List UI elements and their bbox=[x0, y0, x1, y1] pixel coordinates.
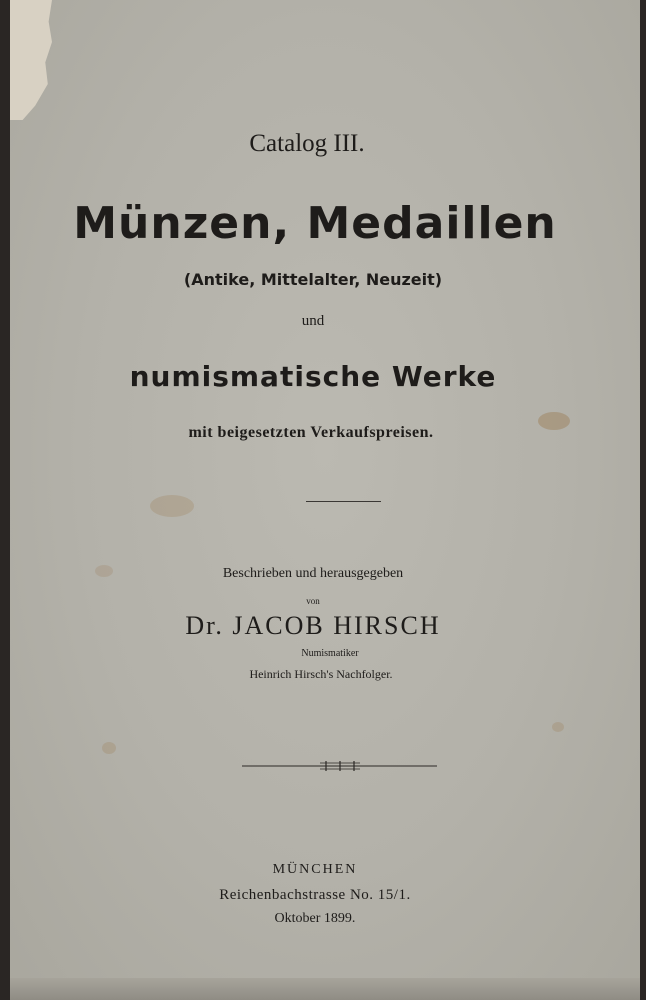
by-label: von bbox=[306, 596, 320, 606]
catalog-number: Catalog III. bbox=[249, 130, 365, 157]
described-by: Beschrieben und herausgegeben bbox=[222, 566, 404, 581]
conjunction: und bbox=[301, 313, 325, 329]
page-bottom-edge bbox=[10, 978, 640, 1000]
author-prefix: Dr. bbox=[185, 611, 224, 640]
author-full-name: JACOB HIRSCH bbox=[232, 611, 441, 640]
torn-corner bbox=[10, 0, 52, 120]
stain bbox=[150, 495, 194, 517]
stain bbox=[102, 742, 116, 754]
author-name bbox=[10, 611, 628, 641]
title-coins-medals: Münzen, Medaillen bbox=[73, 198, 557, 249]
catalog-cover-page bbox=[10, 0, 640, 1000]
imprint-street: Reichenbachstrasse No. 15/1. bbox=[219, 887, 411, 903]
stain bbox=[552, 722, 564, 732]
author-role: Numismatiker bbox=[301, 648, 359, 659]
author-firm: Heinrich Hirsch's Nachfolger. bbox=[249, 667, 393, 681]
subtitle-periods: (Antike, Mittelalter, Neuzeit) bbox=[183, 270, 443, 289]
imprint-city: MÜNCHEN bbox=[272, 862, 358, 877]
imprint-date: Oktober 1899. bbox=[274, 911, 356, 926]
prices-note: mit beigesetzten Verkaufspreisen. bbox=[188, 424, 434, 441]
title-numismatic-works: numismatische Werke bbox=[129, 360, 497, 393]
ornamental-divider bbox=[242, 760, 437, 772]
divider-rule bbox=[306, 501, 381, 502]
